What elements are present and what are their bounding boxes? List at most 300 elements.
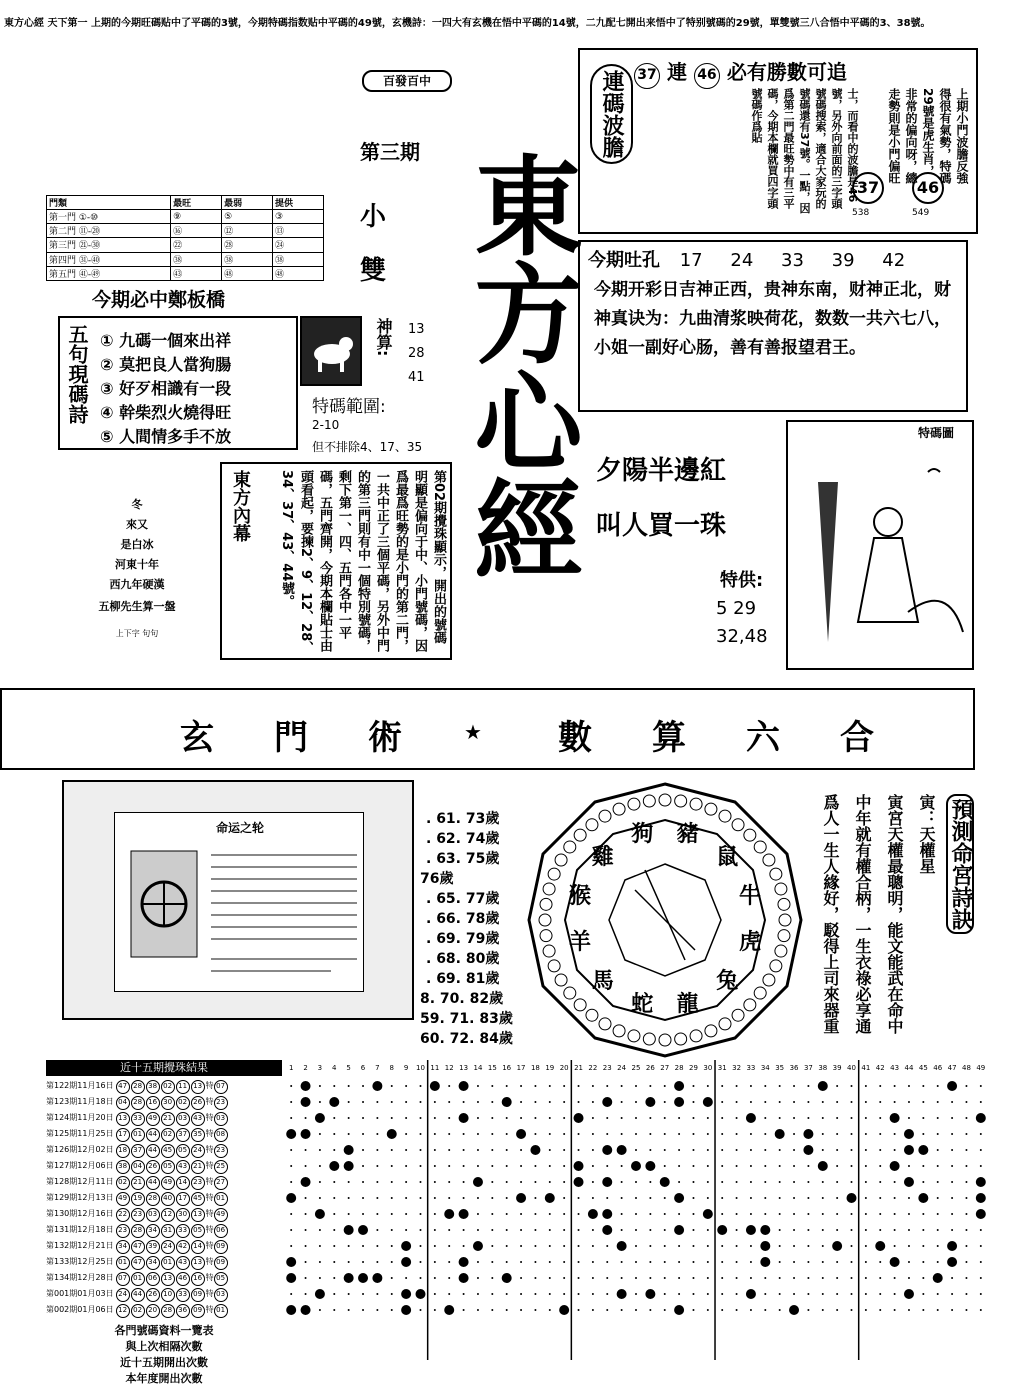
wheel-number-ring-dot	[540, 898, 552, 910]
grid-empty-dot	[793, 1101, 795, 1103]
grid-empty-dot	[621, 1213, 623, 1215]
grid-column-number: 42	[875, 1064, 885, 1072]
fortune-head-label: 今期吐孔	[588, 250, 660, 271]
grid-empty-dot	[563, 1197, 565, 1199]
grid-empty-dot	[779, 1293, 781, 1295]
grid-empty-dot	[807, 1085, 809, 1087]
grid-empty-dot	[319, 1133, 321, 1135]
draw-number: 31	[161, 1224, 175, 1238]
grid-empty-dot	[477, 1117, 479, 1119]
draw-number: 26	[146, 1288, 160, 1302]
fortune-number: 39	[831, 250, 855, 271]
draw-label: 第134期12月28日	[46, 1273, 114, 1282]
grid-hit-dot	[473, 1241, 483, 1251]
grid-empty-dot	[520, 1117, 522, 1119]
grid-empty-dot	[305, 1165, 307, 1167]
special-range-note: 但不排除4、17、35	[312, 440, 423, 454]
grid-empty-dot	[621, 1133, 623, 1135]
draw-number: 13	[191, 1208, 205, 1222]
grid-empty-dot	[750, 1245, 752, 1247]
draw-number: 26	[191, 1096, 205, 1110]
special-mark: 特	[205, 1209, 214, 1218]
grid-empty-dot	[879, 1261, 881, 1263]
grid-empty-dot	[405, 1117, 407, 1119]
grid-hit-dot	[890, 1257, 900, 1267]
grid-empty-dot	[851, 1085, 853, 1087]
grid-empty-dot	[965, 1133, 967, 1135]
draw-number: 44	[146, 1176, 160, 1190]
wheel-number-ring-dot	[599, 810, 611, 822]
grid-empty-dot	[865, 1293, 867, 1295]
grid-empty-dot	[707, 1261, 709, 1263]
grid-empty-dot	[333, 1213, 335, 1215]
grid-hit-dot	[760, 1241, 770, 1251]
grid-empty-dot	[793, 1245, 795, 1247]
grid-empty-dot	[865, 1181, 867, 1183]
grid-empty-dot	[649, 1133, 651, 1135]
grid-empty-dot	[965, 1149, 967, 1151]
wheel-number-ring-dot	[778, 930, 790, 942]
special-offer-numbers: 5 29	[716, 598, 757, 619]
grid-empty-dot	[348, 1293, 350, 1295]
wheel-number-ring-dot	[690, 798, 702, 810]
grid-empty-dot	[305, 1117, 307, 1119]
grid-empty-dot	[491, 1293, 493, 1295]
draw-label: 第133期12月25日	[46, 1257, 114, 1266]
verse-line: 來又	[126, 518, 148, 531]
grid-empty-dot	[908, 1085, 910, 1087]
age-line: . 68. 80歲	[426, 951, 500, 967]
grid-special-star	[315, 1289, 325, 1299]
grid-empty-dot	[951, 1277, 953, 1279]
table-row	[47, 266, 324, 280]
draw-number: 24	[191, 1144, 205, 1158]
grid-column-number: 1	[288, 1064, 294, 1072]
table-row	[47, 238, 324, 252]
grid-empty-dot	[807, 1261, 809, 1263]
grid-hit-dot	[674, 1193, 684, 1203]
grid-hit-dot	[904, 1177, 914, 1187]
grid-empty-dot	[333, 1197, 335, 1199]
draw-number: 03	[176, 1112, 190, 1126]
grid-empty-dot	[678, 1245, 680, 1247]
grid-empty-dot	[305, 1261, 307, 1263]
grid-empty-dot	[549, 1277, 551, 1279]
draw-label: 第125期11月25日	[46, 1129, 114, 1138]
grid-empty-dot	[635, 1197, 637, 1199]
draw-label: 第127期12月06日	[46, 1161, 114, 1170]
grid-empty-dot	[376, 1309, 378, 1311]
draw-label: 第132期12月21日	[46, 1241, 114, 1250]
grid-empty-dot	[362, 1293, 364, 1295]
grid-empty-dot	[937, 1245, 939, 1247]
wheel-number-ring-dot	[705, 803, 717, 815]
grid-empty-dot	[980, 1101, 982, 1103]
grid-empty-dot	[879, 1229, 881, 1231]
grid-empty-dot	[721, 1309, 723, 1311]
special-number: 49	[214, 1208, 228, 1222]
grid-empty-dot	[592, 1165, 594, 1167]
grid-hit-dot	[717, 1225, 727, 1235]
draw-number: 04	[116, 1096, 130, 1110]
grid-empty-dot	[736, 1213, 738, 1215]
grid-empty-dot	[894, 1133, 896, 1135]
grid-empty-dot	[592, 1181, 594, 1183]
grid-empty-dot	[477, 1309, 479, 1311]
grid-empty-dot	[405, 1085, 407, 1087]
poem-line: ⑤ 人間情多手不放	[100, 427, 232, 446]
grid-hit-dot	[344, 1225, 354, 1235]
wheel-number-ring-dot	[754, 987, 766, 999]
grid-empty-dot	[448, 1165, 450, 1167]
grid-empty-dot	[692, 1101, 694, 1103]
grid-hit-dot	[301, 1081, 311, 1091]
grid-empty-dot	[692, 1085, 694, 1087]
grid-empty-dot	[908, 1117, 910, 1119]
wheel-number-ring-dot	[548, 960, 560, 972]
grid-empty-dot	[477, 1149, 479, 1151]
grid-empty-dot	[807, 1309, 809, 1311]
special-number: 03	[214, 1112, 228, 1126]
grid-empty-dot	[664, 1261, 666, 1263]
draw-number: 35	[191, 1128, 205, 1142]
wheel-number-ring-dot	[613, 1025, 625, 1037]
table-row	[47, 210, 324, 224]
grid-empty-dot	[649, 1181, 651, 1183]
draw-number: 44	[146, 1144, 160, 1158]
grid-empty-dot	[692, 1261, 694, 1263]
grid-empty-dot	[793, 1133, 795, 1135]
grid-hit-dot	[301, 1097, 311, 1107]
zodiac-animal: 馬	[591, 969, 614, 995]
age-line: . 65. 77歲	[426, 891, 500, 907]
draw-number: 37	[131, 1144, 145, 1158]
grid-empty-dot	[951, 1149, 953, 1151]
grid-hit-dot	[286, 1273, 296, 1283]
grid-empty-dot	[606, 1277, 608, 1279]
grid-empty-dot	[549, 1181, 551, 1183]
grid-empty-dot	[419, 1181, 421, 1183]
grid-empty-dot	[664, 1245, 666, 1247]
grid-empty-dot	[319, 1149, 321, 1151]
grid-empty-dot	[721, 1181, 723, 1183]
grid-empty-dot	[851, 1293, 853, 1295]
grid-empty-dot	[563, 1101, 565, 1103]
special-mark: 特	[205, 1081, 214, 1090]
mystic-banner	[0, 688, 975, 770]
grid-empty-dot	[908, 1213, 910, 1215]
grid-empty-dot	[534, 1309, 536, 1311]
grid-empty-dot	[965, 1261, 967, 1263]
grid-empty-dot	[578, 1149, 580, 1151]
grid-empty-dot	[965, 1245, 967, 1247]
age-line: . 63. 75歲	[426, 851, 500, 867]
grid-empty-dot	[376, 1181, 378, 1183]
grid-empty-dot	[549, 1101, 551, 1103]
table-header-row	[47, 196, 324, 210]
grid-empty-dot	[707, 1229, 709, 1231]
grid-empty-dot	[549, 1245, 551, 1247]
grid-hit-dot	[444, 1209, 454, 1219]
grid-empty-dot	[549, 1133, 551, 1135]
summary-label: 本年度開出次數	[125, 1372, 203, 1385]
draw-number: 02	[176, 1096, 190, 1110]
zodiac-animal: 羊	[568, 929, 592, 955]
grid-empty-dot	[405, 1133, 407, 1135]
grid-empty-dot	[879, 1213, 881, 1215]
grid-empty-dot	[448, 1245, 450, 1247]
poem-line: ① 九碼一個來出祥	[100, 331, 232, 350]
grid-hit-dot	[459, 1273, 469, 1283]
table-cell-hot: ㊸	[171, 266, 222, 280]
zodiac-animal: 兔	[716, 969, 739, 995]
grid-hit-dot	[818, 1081, 828, 1091]
draw-number: 47	[116, 1080, 130, 1094]
grid-empty-dot	[534, 1229, 536, 1231]
grid-empty-dot	[520, 1213, 522, 1215]
grid-column-number: 33	[746, 1064, 756, 1072]
grid-empty-dot	[721, 1149, 723, 1151]
grid-empty-dot	[649, 1245, 651, 1247]
draw-number: 44	[146, 1128, 160, 1142]
grid-empty-dot	[793, 1229, 795, 1231]
grid-empty-dot	[419, 1261, 421, 1263]
grid-empty-dot	[951, 1133, 953, 1135]
grid-empty-dot	[491, 1213, 493, 1215]
grid-empty-dot	[477, 1277, 479, 1279]
poem-line: ③ 好歹相識有一段	[100, 379, 232, 398]
grid-empty-dot	[721, 1213, 723, 1215]
wheel-number-ring-dot	[675, 1033, 687, 1045]
grid-empty-dot	[965, 1101, 967, 1103]
grid-empty-dot	[764, 1165, 766, 1167]
grid-empty-dot	[348, 1197, 350, 1199]
palace-line: 寅宮天權最聰明，能文能武在命中	[885, 794, 904, 1034]
grid-column-number: 7	[375, 1064, 380, 1072]
issue-number: 第三期	[360, 140, 420, 164]
grid-hit-dot	[674, 1081, 684, 1091]
grid-empty-dot	[965, 1197, 967, 1199]
draw-number: 21	[161, 1112, 175, 1126]
grid-column-number: 46	[933, 1064, 943, 1072]
grid-empty-dot	[707, 1245, 709, 1247]
grid-empty-dot	[333, 1085, 335, 1087]
special-number: 09	[214, 1256, 228, 1270]
grid-hit-dot	[459, 1081, 469, 1091]
grid-empty-dot	[419, 1213, 421, 1215]
banner-char: 門	[274, 718, 308, 758]
grid-empty-dot	[865, 1197, 867, 1199]
verse-line: 五柳先生算一盤	[98, 600, 176, 613]
grid-empty-dot	[506, 1261, 508, 1263]
grid-empty-dot	[649, 1229, 651, 1231]
grid-empty-dot	[793, 1213, 795, 1215]
draw-number: 06	[146, 1272, 160, 1286]
grid-empty-dot	[736, 1085, 738, 1087]
grid-column-number: 18	[530, 1064, 540, 1072]
grid-empty-dot	[707, 1149, 709, 1151]
grid-special-star	[401, 1257, 411, 1267]
grid-hit-dot	[315, 1113, 325, 1123]
fortune-number: 24	[730, 250, 754, 271]
palace-poem	[808, 784, 984, 1054]
grid-hit-dot	[301, 1129, 311, 1139]
grid-empty-dot	[534, 1277, 536, 1279]
grid-hit-dot	[947, 1257, 957, 1267]
grid-empty-dot	[649, 1085, 651, 1087]
grid-empty-dot	[578, 1133, 580, 1135]
table-row	[46, 1158, 282, 1174]
table-cell-offer: ㉔	[273, 238, 324, 252]
special-number: 01	[214, 1304, 228, 1318]
grid-empty-dot	[721, 1165, 723, 1167]
draw-number: 43	[191, 1112, 205, 1126]
grid-column-number: 32	[732, 1064, 742, 1072]
grid-empty-dot	[520, 1245, 522, 1247]
grid-empty-dot	[362, 1309, 364, 1311]
special-mark: 特	[205, 1289, 214, 1298]
grid-empty-dot	[707, 1197, 709, 1199]
grid-column-number: 38	[818, 1064, 828, 1072]
grid-empty-dot	[520, 1101, 522, 1103]
grid-column-number: 45	[918, 1064, 928, 1072]
grid-empty-dot	[965, 1117, 967, 1119]
grid-empty-dot	[463, 1149, 465, 1151]
grid-empty-dot	[980, 1277, 982, 1279]
special-code-picture	[786, 420, 974, 670]
grid-empty-dot	[305, 1149, 307, 1151]
grid-empty-dot	[894, 1293, 896, 1295]
grid-empty-dot	[922, 1181, 924, 1183]
grid-empty-dot	[678, 1117, 680, 1119]
grid-empty-dot	[951, 1181, 953, 1183]
special-number: 07	[214, 1080, 228, 1094]
trend-sub-b: 549	[912, 208, 930, 218]
table-row	[47, 252, 324, 266]
grid-empty-dot	[448, 1261, 450, 1263]
grid-empty-dot	[707, 1085, 709, 1087]
table-row	[46, 1270, 282, 1286]
special-mark: 特	[205, 1129, 214, 1138]
draw-number: 44	[131, 1288, 145, 1302]
grid-empty-dot	[908, 1245, 910, 1247]
grid-empty-dot	[908, 1261, 910, 1263]
grid-empty-dot	[951, 1197, 953, 1199]
special-offer-numbers: 32,48	[716, 626, 768, 647]
grid-empty-dot	[391, 1101, 393, 1103]
grid-empty-dot	[635, 1277, 637, 1279]
grid-empty-dot	[290, 1085, 292, 1087]
grid-empty-dot	[333, 1245, 335, 1247]
zodiac-animal: 狗	[631, 821, 654, 847]
grid-empty-dot	[477, 1261, 479, 1263]
draw-number: 12	[116, 1304, 130, 1318]
draw-number: 23	[116, 1224, 130, 1238]
grid-empty-dot	[333, 1149, 335, 1151]
grid-empty-dot	[534, 1293, 536, 1295]
grid-empty-dot	[621, 1261, 623, 1263]
table-cell-offer: ㊽	[273, 266, 324, 280]
zodiac-animal: 龍	[676, 992, 699, 1018]
grid-column-number: 24	[617, 1064, 627, 1072]
masthead-title: 東方心經	[456, 150, 582, 582]
grid-empty-dot	[578, 1085, 580, 1087]
grid-empty-dot	[692, 1213, 694, 1215]
grid-empty-dot	[348, 1181, 350, 1183]
grid-empty-dot	[391, 1181, 393, 1183]
grid-empty-dot	[606, 1117, 608, 1119]
grid-empty-dot	[333, 1229, 335, 1231]
grid-empty-dot	[980, 1133, 982, 1135]
grid-empty-dot	[362, 1149, 364, 1151]
inside-story-box	[220, 462, 452, 660]
table-row	[46, 1254, 282, 1270]
wheel-number-ring-dot	[778, 898, 790, 910]
wheel-number-ring-dot	[540, 930, 552, 942]
table-cell-hot: ㊳	[171, 252, 222, 266]
grid-empty-dot	[750, 1213, 752, 1215]
grid-empty-dot	[333, 1133, 335, 1135]
grid-empty-dot	[822, 1133, 824, 1135]
palace-line: 爲人一生人緣好，駁得上司來器重	[821, 794, 840, 1034]
table-cell-door: 第五門 ㊶-㊾	[47, 266, 171, 280]
grid-empty-dot	[506, 1229, 508, 1231]
grid-empty-dot	[391, 1117, 393, 1119]
grid-empty-dot	[649, 1309, 651, 1311]
grid-empty-dot	[822, 1229, 824, 1231]
draw-number: 18	[116, 1144, 130, 1158]
grid-empty-dot	[362, 1133, 364, 1135]
grid-empty-dot	[348, 1101, 350, 1103]
grid-empty-dot	[721, 1133, 723, 1135]
grid-column-number: 9	[403, 1064, 409, 1072]
wheel-number-ring-dot	[613, 803, 625, 815]
grid-hit-dot	[344, 1161, 354, 1171]
grid-empty-dot	[319, 1261, 321, 1263]
wheel-number-ring-dot	[690, 1030, 702, 1042]
grid-empty-dot	[405, 1165, 407, 1167]
grid-empty-dot	[290, 1165, 292, 1167]
age-line: 60. 72. 84歲	[420, 1031, 513, 1047]
grid-empty-dot	[721, 1261, 723, 1263]
grid-empty-dot	[692, 1181, 694, 1183]
grid-empty-dot	[621, 1197, 623, 1199]
grid-empty-dot	[578, 1293, 580, 1295]
draw-results-panel	[44, 1060, 988, 1388]
grid-empty-dot	[707, 1133, 709, 1135]
grid-empty-dot	[894, 1149, 896, 1151]
grid-empty-dot	[391, 1245, 393, 1247]
grid-empty-dot	[391, 1293, 393, 1295]
trend-pill-b: 46	[912, 172, 944, 204]
grid-empty-dot	[965, 1165, 967, 1167]
grid-empty-dot	[922, 1229, 924, 1231]
special-code-picture-label: 特碼圖	[918, 426, 955, 440]
grid-empty-dot	[836, 1309, 838, 1311]
grid-hit-dot	[358, 1273, 368, 1283]
grid-empty-dot	[491, 1229, 493, 1231]
draw-number: 28	[146, 1192, 160, 1206]
draw-number: 16	[146, 1096, 160, 1110]
draw-number: 30	[161, 1096, 175, 1110]
grid-hit-dot	[530, 1145, 540, 1155]
grid-special-star	[286, 1305, 296, 1315]
grid-empty-dot	[520, 1149, 522, 1151]
grid-column-number: 10	[416, 1064, 425, 1072]
special-number: 27	[214, 1176, 228, 1190]
grid-empty-dot	[822, 1245, 824, 1247]
grid-empty-dot	[822, 1149, 824, 1151]
